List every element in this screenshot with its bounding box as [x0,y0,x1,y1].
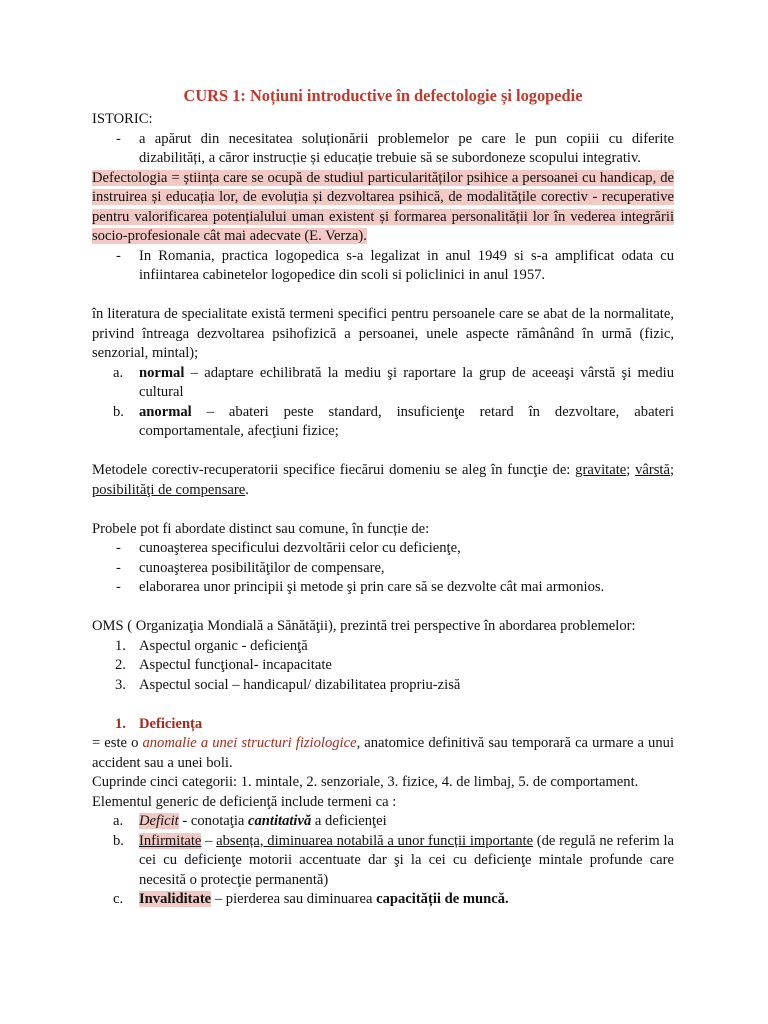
list-item: - cunoaşterea posibilităţilor de compensare, [116,559,385,576]
istoric-label: ISTORIC: [92,111,153,127]
categorii-text: Cuprinde cinci categorii: 1. mintale, 2. senzoriale, 3. fizice, 4. de limbaj, 5. de comportament. [92,774,639,790]
term-infirmitate: Infirmitate [139,832,202,849]
oms-intro: OMS ( Organizaţia Mondială a Sănătăţii), prezintă trei perspective în abordarea problemelor: [92,618,636,634]
list-item: c. Invaliditate – pierderea sau diminuarea capacității de muncă. [113,891,509,907]
probe-intro: Probele pot fi abordate distinct sau comune, în funcție de: [92,520,430,537]
term-invaliditate: Invaliditate [139,891,212,907]
metode-paragraph: Metodele corectiv-recuperatorii specifice fiecărui domeniu se aleg în funcţie de: gravitate; vârstă; posibilităţi de compensare. [92,462,675,498]
list-item: - a apărut din necesitatea soluționării problemelor pe care le pun copiii cu diferite dizabilități, a căror instrucție și educație trebuie să se subordoneze scopului integrativ. [92,130,674,169]
list-item: 3. Aspectul social – handicapul/ dizabilitatea propriu-zisă [115,676,461,693]
definition-paragraph [92,169,674,247]
list-item: 1. Aspectul organic - deficienţă [115,637,308,654]
term-normal: normal [139,364,185,381]
document-page [92,86,674,910]
list-item: - elaborarea unor principii şi metode şi prin care să se dezvolte cât mai armonios. [116,579,605,595]
list-item: - cunoaşterea specificului dezvoltării celor cu deficienţe, [116,540,461,556]
list-item: a. Deficit - conotaţia cantitativă a deficienţei [113,813,387,829]
istoric-item-2: In Romania, practica logopedica s-a legalizat in anul 1949 si s-a amplificat odata cu infiintarea cabinetelor logopedice din scoli si policlinici in anul 1957. [139,247,674,283]
deficienta-definition: = este o anomalie a unei structuri fiziologice, anatomice definitivă sau temporară ca urmare a unui accident sau a unei boli. [92,735,675,771]
term-anormal: anormal [139,403,192,420]
heading-deficienta: Deficiența [139,715,203,732]
list-item: 2. Aspectul funcţional- incapacitate [115,657,332,673]
generic-text: Elementul generic de deficienţă include termeni ca : [92,793,397,810]
list-item: b. Infirmitate – absența, diminuarea notabilă a unor funcții importante (de regulă ne referim la cei cu deficienţe motorii accentuate dar şi la cei cu deficienţe mintale profunde care necesită o protecţie permanentă) [113,832,674,888]
term-deficit: Deficit [139,813,179,829]
list-item: b. anormal – abateri peste standard, insuficienţe retard în dezvoltare, abateri comportamentale, afecţiuni fizice; [113,403,674,439]
list-item: - In Romania, practica logopedica s-a legalizat in anul 1949 si s-a amplificat odata cu infiintarea cabinetelor logopedice din scoli si policlinici in anul 1957. [92,247,674,286]
istoric-item-1: a apărut din necesitatea soluționării problemelor pe care le pun copiii cu diferite dizabilități, a căror instrucție și educație trebuie să se subordoneze scopului integrativ. [139,130,674,166]
highlighted-definition: Defectologia = știința care se ocupă de studiul particularităților psihice a persoanei cu handicap, de instruirea și educația lor, de evoluția și dezvoltarea psihică, de modalitățile corectiv - recuperative pentru valorificarea potențialului uman existent și formarea personalității lor în vederea integrării socio-profesionale cât mai adecvate (E. Verza). [92,169,674,244]
list-item: a. normal – adaptare echilibrată la mediu şi raportare la grup de aceeaşi vârstă şi mediu cultural [113,364,674,400]
page-title: CURS 1: Noțiuni introductive în defectologie și logopedie [183,86,583,105]
section-heading: 1. Deficiența [92,715,674,735]
literatura-paragraph: în literatura de specialitate există termeni specifici pentru persoanele care se abat de la normalitate, privind întreaga dezvoltarea psihofizică a persoanei, unele aspecte rămânând în urmă (fizic, senzorial, mintal); [92,306,674,361]
